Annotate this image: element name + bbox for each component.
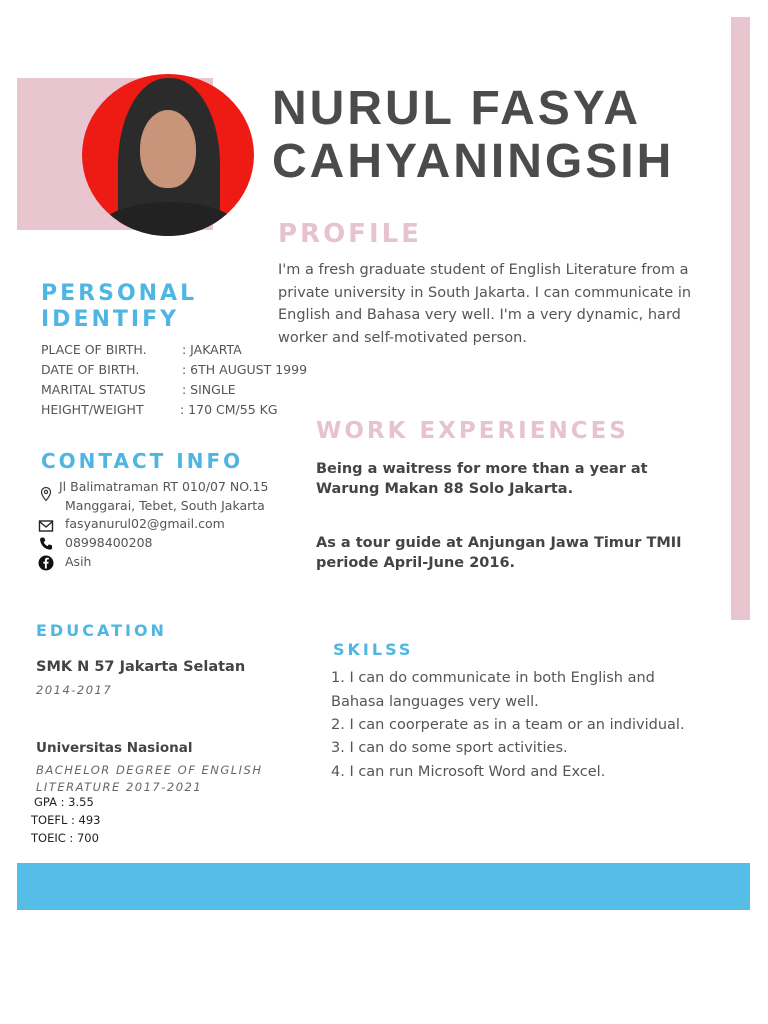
skills-heading: SKILSS [333, 640, 414, 659]
personal-label: PLACE OF BIRTH. [41, 342, 147, 357]
phone-text: 08998400208 [65, 535, 153, 550]
skill-item: 3. I can do some sport activities. [331, 740, 568, 756]
personal-label: MARITAL STATUS [41, 382, 146, 397]
name-line-1: NURUL FASYA [272, 82, 642, 135]
name-line-2: CAHYANINGSIH [272, 135, 675, 188]
skill-item: 4. I can run Microsoft Word and Excel. [331, 764, 606, 780]
toefl-text: TOEFL : 493 [31, 813, 101, 827]
location-pin-icon [38, 486, 54, 502]
profile-photo [82, 74, 254, 236]
address-line-1: Jl Balimatraman RT 010/07 NO.15 [59, 479, 269, 494]
school-1-years: 2014-2017 [36, 683, 113, 697]
gpa-text: GPA : 3.55 [34, 795, 94, 809]
photo-face [140, 110, 196, 188]
school-2-degree-line-1: BACHELOR DEGREE OF ENGLISH [36, 763, 263, 777]
facebook-icon [38, 555, 54, 571]
contact-heading: CONTACT INFO [41, 449, 244, 473]
personal-value: : 170 CM/55 KG [180, 402, 278, 417]
education-heading: EDUCATION [36, 621, 167, 640]
toeic-text: TOEIC : 700 [31, 831, 99, 845]
school-2-degree-line-2: LITERATURE 2017-2021 [36, 780, 203, 794]
phone-icon [38, 536, 54, 552]
personal-label: HEIGHT/WEIGHT [41, 402, 144, 417]
work-item: Being a waitress for more than a year at Warung Makan 88 Solo Jakarta. [316, 461, 648, 497]
envelope-icon [38, 518, 54, 534]
skill-item: 2. I can coorperate as in a team or an individual. [331, 717, 685, 733]
address-line-2: Manggarai, Tebet, South Jakarta [65, 498, 265, 513]
personal-value: : JAKARTA [182, 342, 242, 357]
school-1-name: SMK N 57 Jakarta Selatan [36, 659, 246, 675]
pink-side-bar [731, 17, 750, 620]
work-item: As a tour guide at Anjungan Jawa Timur TMII periode April-June 2016. [316, 535, 682, 571]
personal-heading-line-2: IDENTIFY [41, 307, 180, 332]
blue-footer-bar [17, 863, 750, 910]
skill-item: 1. I can do communicate in both English and Bahasa languages very well. [331, 670, 655, 710]
personal-value: : 6TH AUGUST 1999 [182, 362, 308, 377]
personal-heading-line-1: PERSONAL [41, 281, 198, 306]
profile-text: I'm a fresh graduate student of English Literature from a private university in South Jakarta. I can communicate in English and Bahasa very well. I'm a very dynamic, hard worker and self-motivated person. [278, 262, 692, 346]
personal-value: : SINGLE [182, 382, 236, 397]
personal-label: DATE OF BIRTH. [41, 362, 140, 377]
email-text: fasyanurul02@gmail.com [65, 516, 225, 531]
facebook-text: Asih [65, 554, 92, 569]
school-2-name: Universitas Nasional [36, 740, 193, 756]
profile-heading: PROFILE [278, 219, 422, 249]
work-heading: WORK EXPERIENCES [316, 418, 629, 444]
